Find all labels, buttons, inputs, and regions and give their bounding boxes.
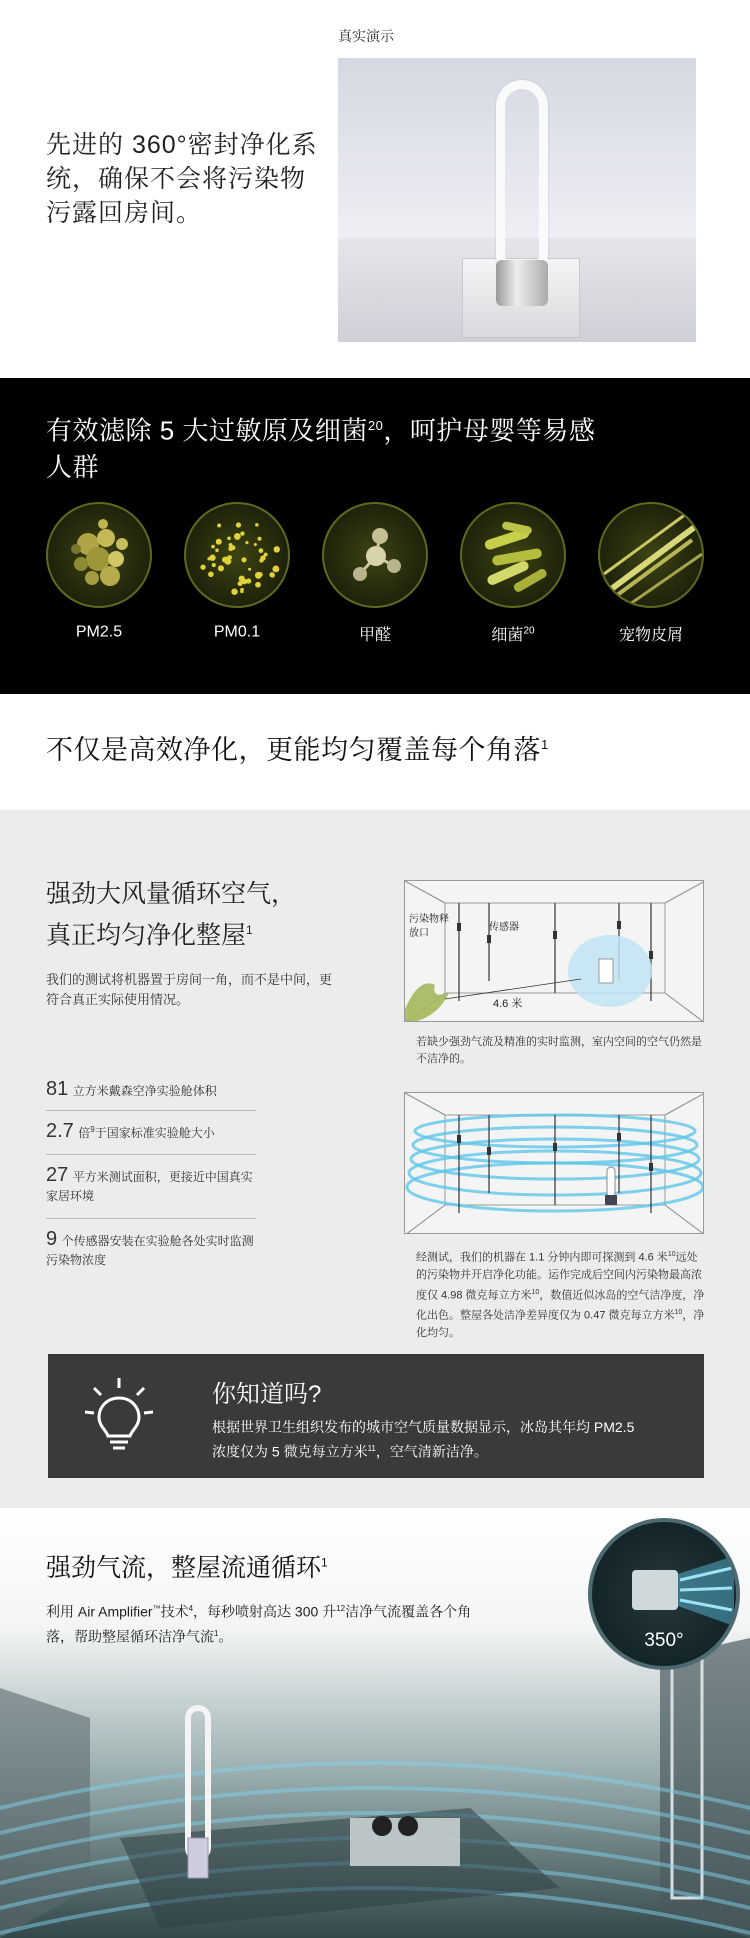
oscillation-badge bbox=[588, 1518, 740, 1670]
stat-divider bbox=[46, 1110, 256, 1111]
pm01-particle-dot bbox=[229, 543, 233, 547]
pm01-particle-dot bbox=[216, 539, 222, 545]
purifier-demo-photo bbox=[338, 58, 696, 342]
pet-dander-icon bbox=[598, 502, 704, 608]
pm01-particle-dot bbox=[234, 533, 241, 540]
allergen-label: PM0.1 bbox=[213, 623, 261, 641]
stat-chamber-volume: 81 立方米戴森空净实验舱体积 bbox=[46, 1078, 217, 1100]
pm01-particle-dot bbox=[254, 543, 257, 546]
formaldehyde-molecule-icon bbox=[322, 502, 428, 608]
circulation-test-section bbox=[0, 810, 750, 1508]
demo-caption: 真实演示 bbox=[338, 28, 394, 44]
diagram1-caption: 若缺少强劲气流及精准的实时监测，室内空间的空气仍然是不洁净的。 bbox=[416, 1036, 702, 1065]
pm01-particle-dot bbox=[211, 545, 215, 549]
coverage-title-section bbox=[0, 694, 750, 810]
pm01-particle-dot bbox=[227, 556, 231, 560]
allergen-label: 宠物皮屑 bbox=[618, 627, 683, 644]
airflow-title: 强劲气流，整屋流通循环$^1$ bbox=[46, 1554, 328, 1582]
pm01-particle-dot bbox=[240, 531, 244, 535]
allergen-label: PM2.5 bbox=[75, 623, 123, 641]
did-you-know-box bbox=[48, 1354, 704, 1478]
pm01-particle-dot bbox=[228, 546, 233, 551]
stat-divider bbox=[46, 1218, 256, 1219]
allergen-label: 甲醛 bbox=[358, 627, 391, 644]
pm01-particle-dot bbox=[248, 568, 251, 571]
oscillation-degree: 350° bbox=[644, 1630, 684, 1651]
sensor-label: 传感器 bbox=[489, 922, 519, 933]
airflow-section bbox=[0, 1508, 750, 1938]
purifier-loop bbox=[496, 80, 548, 280]
pm01-particle-dot bbox=[260, 555, 265, 560]
coverage-title: 不仅是高效净化，更能均匀覆盖每个角落$^1$ bbox=[46, 735, 549, 765]
pm01-particle-dot bbox=[231, 589, 237, 595]
allergen-label: 细菌$^{20}$ bbox=[491, 625, 535, 644]
allergen-title: 有效滤除 5 大过敏原及细菌$^{20}$，呵护母婴等易感人群 bbox=[46, 415, 596, 482]
pm01-particle-dot bbox=[258, 572, 263, 577]
room-diagram-without-flow bbox=[404, 880, 704, 1022]
airflow-description: 利用 Air Amplifier™技术$^4$，每秒喷射高达 300 升$^{12}$洁净气流覆盖各个角落，帮助整屋循环洁净气流$^1$。 bbox=[46, 1603, 472, 1645]
pm01-particle-dot bbox=[245, 541, 248, 544]
pm01-particle-dot bbox=[255, 582, 261, 588]
lightbulb-icon bbox=[84, 1376, 154, 1454]
allergen-section bbox=[0, 378, 750, 694]
pm01-particle-dot bbox=[208, 571, 214, 577]
pm01-particle-dot bbox=[209, 555, 215, 561]
room-diagram-with-flow bbox=[404, 1092, 704, 1234]
pm25-particles-icon bbox=[46, 502, 152, 608]
pm01-particle-dot bbox=[215, 548, 219, 552]
purifier-base bbox=[496, 260, 548, 306]
pm01-particle-dot bbox=[271, 573, 275, 577]
allergen-item-pet-dander bbox=[598, 502, 704, 652]
stat-test-area: 27 平方米测试面积，更接近中国真实家居环境 bbox=[46, 1164, 253, 1203]
pm01-particle-dot bbox=[272, 566, 279, 573]
allergen-list bbox=[46, 502, 706, 652]
pm01-particle-dot bbox=[200, 564, 205, 569]
tip-body: 根据世界卫生组织发布的城市空气质量数据显示，冰岛其年均 PM2.5 浓度仅为 5 微克每立方米$^{11}$，空气清新洁净。 bbox=[212, 1419, 635, 1460]
real-demo-section bbox=[0, 0, 750, 378]
allergen-item-bacteria bbox=[460, 502, 566, 652]
pm01-particle-dot bbox=[236, 522, 241, 527]
pm01-particle-dot bbox=[255, 523, 259, 527]
bacteria-icon bbox=[460, 502, 566, 608]
pm01-particle-dot bbox=[259, 548, 264, 553]
tip-title: 你知道吗? bbox=[212, 1381, 322, 1408]
pm01-particle-dot bbox=[240, 590, 244, 594]
pm01-particle-dot bbox=[241, 557, 246, 562]
sealed-system-text: 先进的 360°密封净化系统，确保不会将污染物污露回房间。 bbox=[46, 131, 318, 227]
pollutant-release-label: 污染物释放口 bbox=[409, 914, 449, 939]
distance-label: 4.6 米 bbox=[493, 998, 523, 1010]
pm01-particles-icon bbox=[184, 502, 290, 608]
stat-divider bbox=[46, 1154, 256, 1155]
pm01-particle-dot bbox=[239, 576, 245, 582]
test-description: 我们的测试将机器置于房间一角，而不是中间，更符合真正实际使用情况。 bbox=[46, 972, 333, 1007]
pm01-particle-dot bbox=[218, 565, 224, 571]
allergen-item-formaldehyde bbox=[322, 502, 428, 652]
pm01-particle-dot bbox=[217, 524, 221, 528]
pm01-particle-dot bbox=[258, 537, 262, 541]
circulation-heading: 强劲大风量循环空气， 真正均匀净化整屋$^1$ bbox=[46, 880, 297, 950]
allergen-item-pm01 bbox=[184, 502, 290, 652]
pm01-particle-dot bbox=[274, 546, 280, 552]
pm01-particle-dot bbox=[212, 563, 216, 567]
stat-sensors: 9 个传感器安装在实验舱各处实时监测污染物浓度 bbox=[46, 1228, 254, 1267]
allergen-item-pm25 bbox=[46, 502, 152, 652]
stat-size-ratio: 2.7 倍$^9$于国家标准实验舱大小 bbox=[46, 1120, 215, 1142]
diagram2-caption: 经测试，我们的机器在 1.1 分钟内即可探测到 4.6 米$^{10}$远处的污染物并开启净化功能。运作完成后空间内污染物最高浓度仅 4.98 微克每立方米$^{10}$，数值近似冰岛的空气洁净度，净化出色。整屋各处洁净差异度仅为 0.47 微克每立方米$^{10}$，净化均匀。 bbox=[416, 1251, 705, 1339]
pm01-particle-dot bbox=[227, 536, 231, 540]
